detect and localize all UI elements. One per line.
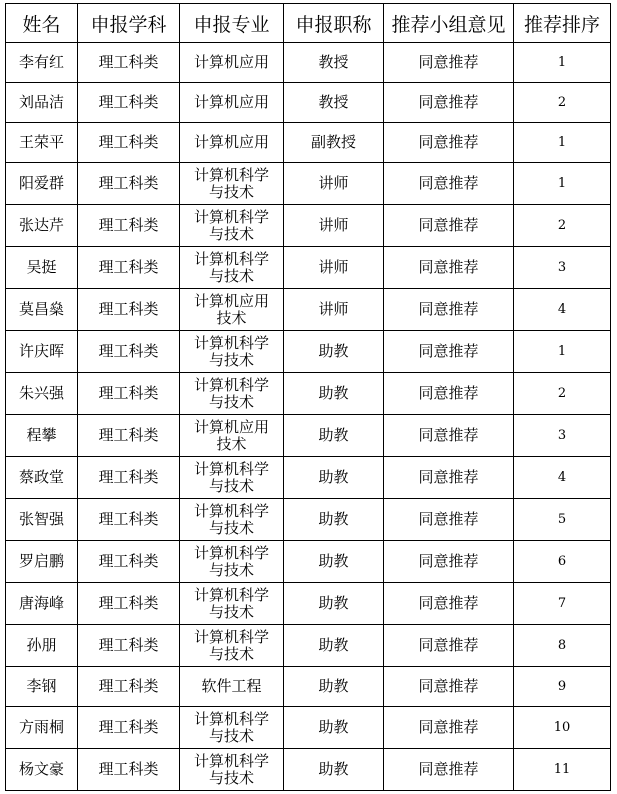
cell-major-line: 与技术 xyxy=(208,224,254,243)
cell-title: 讲师 xyxy=(284,247,384,289)
cell-name: 唐海峰 xyxy=(6,583,78,625)
cell-major-line: 计算机应用 xyxy=(193,53,269,71)
cell-order: 1 xyxy=(514,123,611,163)
cell-subject: 理工科类 xyxy=(78,667,180,707)
cell-title: 助教 xyxy=(284,749,384,791)
table-row xyxy=(6,163,611,205)
cell-title: 助教 xyxy=(284,625,384,667)
cell-order: 2 xyxy=(514,205,611,247)
cell-subject: 理工科类 xyxy=(78,83,180,123)
cell-major-line: 与技术 xyxy=(208,350,254,369)
cell-name: 莫昌燊 xyxy=(6,289,78,331)
cell-subject: 理工科类 xyxy=(78,625,180,667)
cell-title: 助教 xyxy=(284,373,384,415)
cell-title: 助教 xyxy=(284,667,384,707)
cell-major-line: 计算机应用 xyxy=(193,133,269,151)
cell-subject: 理工科类 xyxy=(78,457,180,499)
cell-major xyxy=(180,583,284,625)
table-row xyxy=(6,205,611,247)
table-row xyxy=(6,247,611,289)
cell-major-line: 与技术 xyxy=(208,266,254,285)
cell-name: 张智强 xyxy=(6,499,78,541)
cell-major-line: 与技术 xyxy=(208,602,254,621)
table-row xyxy=(6,625,611,667)
cell-major xyxy=(180,123,284,163)
cell-major-line: 计算机科学 xyxy=(193,709,269,728)
cell-major-line: 与技术 xyxy=(208,182,254,201)
cell-opinion: 同意推荐 xyxy=(384,415,514,457)
cell-opinion: 同意推荐 xyxy=(384,83,514,123)
cell-title: 讲师 xyxy=(284,289,384,331)
cell-title: 讲师 xyxy=(284,205,384,247)
cell-order: 1 xyxy=(514,43,611,83)
cell-order: 9 xyxy=(514,667,611,707)
cell-order: 10 xyxy=(514,707,611,749)
cell-major-line: 计算机科学 xyxy=(193,375,269,394)
cell-order: 6 xyxy=(514,541,611,583)
cell-title: 助教 xyxy=(284,707,384,749)
cell-opinion: 同意推荐 xyxy=(384,123,514,163)
cell-major xyxy=(180,247,284,289)
cell-major-line: 计算机科学 xyxy=(193,333,269,352)
table-row xyxy=(6,123,611,163)
cell-major-line: 与技术 xyxy=(208,644,254,663)
cell-order: 7 xyxy=(514,583,611,625)
cell-order: 1 xyxy=(514,331,611,373)
cell-major xyxy=(180,205,284,247)
cell-major xyxy=(180,415,284,457)
cell-title: 助教 xyxy=(284,541,384,583)
cell-subject: 理工科类 xyxy=(78,415,180,457)
header-name: 姓名 xyxy=(6,4,78,43)
cell-opinion: 同意推荐 xyxy=(384,625,514,667)
cell-opinion: 同意推荐 xyxy=(384,247,514,289)
cell-name: 李钢 xyxy=(6,667,78,707)
cell-subject: 理工科类 xyxy=(78,43,180,83)
cell-subject: 理工科类 xyxy=(78,247,180,289)
cell-order: 4 xyxy=(514,289,611,331)
cell-title: 助教 xyxy=(284,415,384,457)
cell-major xyxy=(180,457,284,499)
cell-major-line: 与技术 xyxy=(208,768,254,787)
cell-major-line: 计算机科学 xyxy=(193,501,269,520)
cell-major-line: 计算机应用 xyxy=(193,291,269,310)
cell-title: 教授 xyxy=(284,43,384,83)
cell-major-line: 与技术 xyxy=(208,560,254,579)
cell-title: 讲师 xyxy=(284,163,384,205)
recommendation-table xyxy=(5,3,611,791)
table-body xyxy=(6,43,611,791)
cell-major-line: 与技术 xyxy=(208,726,254,745)
cell-subject: 理工科类 xyxy=(78,583,180,625)
table-row xyxy=(6,331,611,373)
table-row xyxy=(6,749,611,791)
cell-name: 朱兴强 xyxy=(6,373,78,415)
cell-subject: 理工科类 xyxy=(78,499,180,541)
cell-subject: 理工科类 xyxy=(78,331,180,373)
cell-major-line: 与技术 xyxy=(208,476,254,495)
table-row xyxy=(6,667,611,707)
cell-major-line: 计算机科学 xyxy=(193,165,269,184)
cell-subject: 理工科类 xyxy=(78,373,180,415)
cell-subject: 理工科类 xyxy=(78,289,180,331)
cell-title: 助教 xyxy=(284,457,384,499)
table-row xyxy=(6,373,611,415)
header-row xyxy=(6,4,611,43)
cell-subject: 理工科类 xyxy=(78,541,180,583)
cell-subject: 理工科类 xyxy=(78,123,180,163)
cell-opinion: 同意推荐 xyxy=(384,667,514,707)
cell-opinion: 同意推荐 xyxy=(384,331,514,373)
cell-order: 3 xyxy=(514,247,611,289)
cell-title: 助教 xyxy=(284,499,384,541)
cell-title: 助教 xyxy=(284,331,384,373)
cell-order: 3 xyxy=(514,415,611,457)
cell-major xyxy=(180,373,284,415)
cell-major xyxy=(180,749,284,791)
cell-opinion: 同意推荐 xyxy=(384,289,514,331)
cell-name: 阳爱群 xyxy=(6,163,78,205)
cell-name: 王荣平 xyxy=(6,123,78,163)
table-row xyxy=(6,499,611,541)
cell-name: 许庆晖 xyxy=(6,331,78,373)
cell-major xyxy=(180,541,284,583)
cell-order: 11 xyxy=(514,749,611,791)
cell-opinion: 同意推荐 xyxy=(384,457,514,499)
cell-opinion: 同意推荐 xyxy=(384,205,514,247)
cell-major-line: 计算机科学 xyxy=(193,627,269,646)
table-row xyxy=(6,289,611,331)
cell-name: 刘品洁 xyxy=(6,83,78,123)
cell-major xyxy=(180,499,284,541)
cell-title: 助教 xyxy=(284,583,384,625)
cell-major-line: 计算机科学 xyxy=(193,543,269,562)
cell-major-line: 与技术 xyxy=(208,392,254,411)
cell-major xyxy=(180,707,284,749)
cell-title: 副教授 xyxy=(284,123,384,163)
cell-major-line: 计算机科学 xyxy=(193,207,269,226)
cell-major-line: 技术 xyxy=(216,308,247,327)
table-row xyxy=(6,541,611,583)
cell-name: 杨文豪 xyxy=(6,749,78,791)
cell-name: 李有红 xyxy=(6,43,78,83)
cell-name: 吴挺 xyxy=(6,247,78,289)
cell-opinion: 同意推荐 xyxy=(384,749,514,791)
cell-opinion: 同意推荐 xyxy=(384,43,514,83)
cell-opinion: 同意推荐 xyxy=(384,583,514,625)
cell-major xyxy=(180,43,284,83)
table-row xyxy=(6,43,611,83)
header-opinion: 推荐小组意见 xyxy=(384,4,514,43)
cell-subject: 理工科类 xyxy=(78,205,180,247)
cell-name: 方雨桐 xyxy=(6,707,78,749)
cell-major-line: 与技术 xyxy=(208,518,254,537)
table-row xyxy=(6,415,611,457)
cell-major-line: 计算机科学 xyxy=(193,249,269,268)
cell-subject: 理工科类 xyxy=(78,749,180,791)
header-subject: 申报学科 xyxy=(78,4,180,43)
cell-major-line: 技术 xyxy=(216,434,247,453)
cell-major xyxy=(180,83,284,123)
header-order: 推荐排序 xyxy=(514,4,611,43)
cell-title: 教授 xyxy=(284,83,384,123)
cell-name: 蔡政堂 xyxy=(6,457,78,499)
cell-subject: 理工科类 xyxy=(78,707,180,749)
cell-order: 8 xyxy=(514,625,611,667)
cell-major-line: 计算机科学 xyxy=(193,751,269,770)
cell-order: 2 xyxy=(514,83,611,123)
cell-order: 1 xyxy=(514,163,611,205)
cell-name: 程攀 xyxy=(6,415,78,457)
table-row xyxy=(6,457,611,499)
cell-major xyxy=(180,667,284,707)
cell-order: 5 xyxy=(514,499,611,541)
cell-order: 4 xyxy=(514,457,611,499)
cell-opinion: 同意推荐 xyxy=(384,499,514,541)
table-row xyxy=(6,707,611,749)
cell-opinion: 同意推荐 xyxy=(384,707,514,749)
cell-major xyxy=(180,289,284,331)
cell-major-line: 计算机应用 xyxy=(193,417,269,436)
cell-name: 张达芹 xyxy=(6,205,78,247)
cell-major xyxy=(180,331,284,373)
cell-name: 孙朋 xyxy=(6,625,78,667)
cell-major xyxy=(180,625,284,667)
header-major: 申报专业 xyxy=(180,4,284,43)
cell-opinion: 同意推荐 xyxy=(384,163,514,205)
cell-major-line: 计算机科学 xyxy=(193,585,269,604)
cell-major-line: 计算机科学 xyxy=(193,459,269,478)
cell-name: 罗启鹏 xyxy=(6,541,78,583)
cell-opinion: 同意推荐 xyxy=(384,373,514,415)
cell-major-line: 软件工程 xyxy=(201,677,262,695)
header-title: 申报职称 xyxy=(284,4,384,43)
cell-opinion: 同意推荐 xyxy=(384,541,514,583)
cell-major-line: 计算机应用 xyxy=(193,93,269,111)
cell-subject: 理工科类 xyxy=(78,163,180,205)
cell-major xyxy=(180,163,284,205)
table-row xyxy=(6,83,611,123)
table-row xyxy=(6,583,611,625)
cell-order: 2 xyxy=(514,373,611,415)
